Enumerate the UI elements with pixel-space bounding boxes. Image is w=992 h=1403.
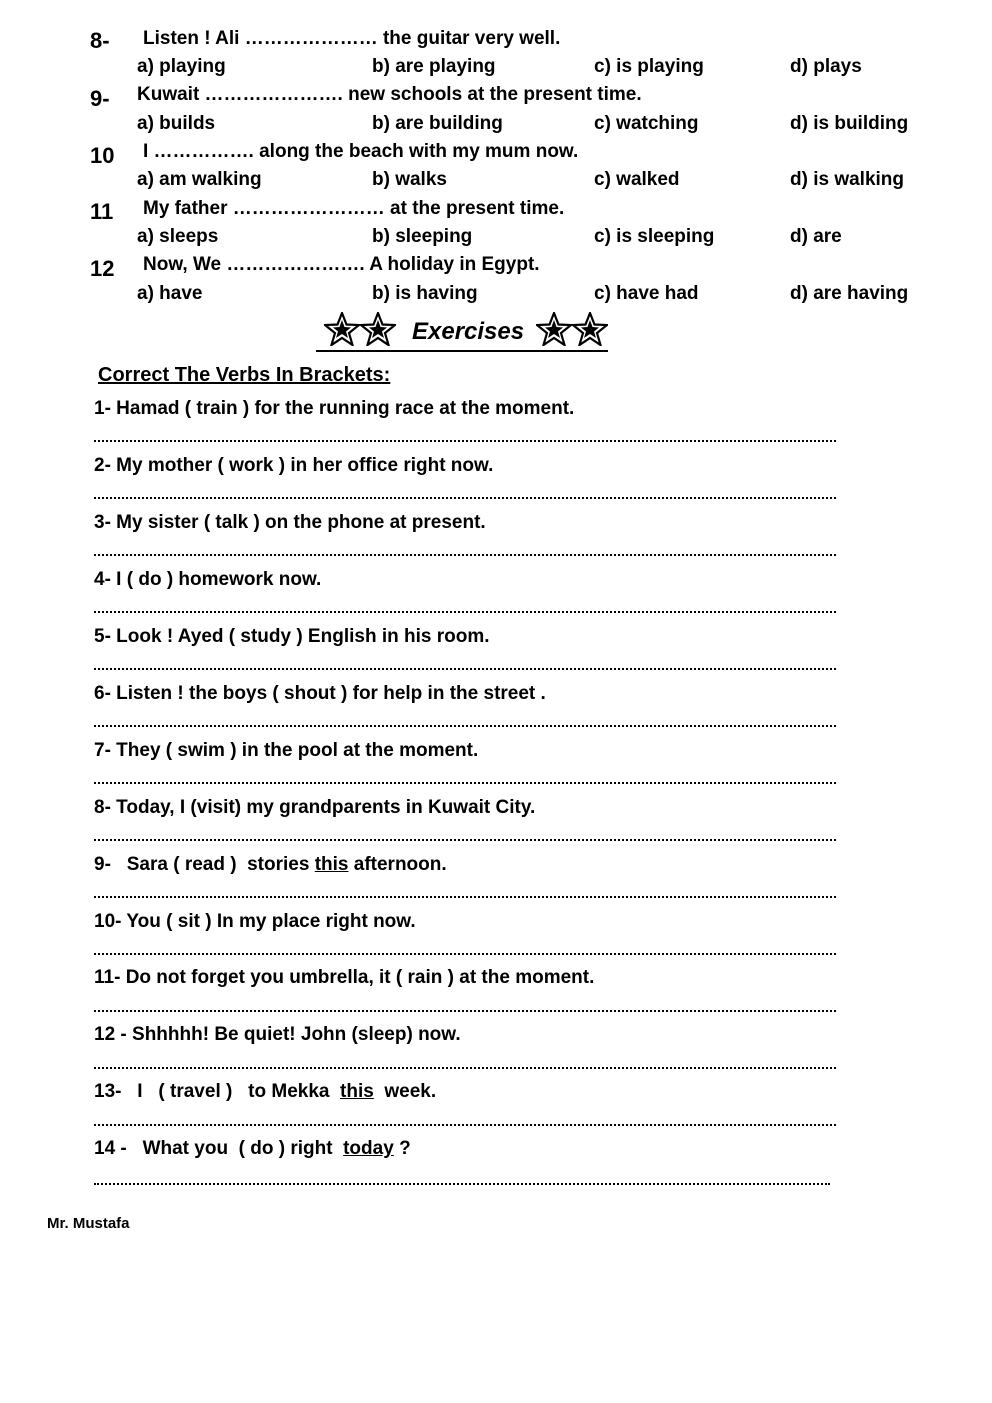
- exercise-sentence: 1- Hamad ( train ) for the running race at the moment.: [94, 398, 575, 419]
- exercise-sentence: [94, 1081, 436, 1103]
- question-text: Now, We …………………. A holiday in Egypt.: [143, 254, 540, 275]
- star-icon: [536, 312, 572, 346]
- exercise-sentence: 7- They ( swim ) in the pool at the moment.: [94, 740, 479, 761]
- answer-line[interactable]: [94, 896, 836, 898]
- exercise-sentence: 12 - Shhhhh! Be quiet! John (sleep) now.: [94, 1024, 461, 1045]
- sentence-end: week.: [373, 1081, 437, 1102]
- underlined-word: today: [343, 1138, 394, 1159]
- answer-line[interactable]: [94, 1183, 830, 1185]
- question-text: I ……………. along the beach with my mum now.: [143, 141, 579, 162]
- option-c: c) is sleeping: [594, 226, 715, 247]
- answer-line[interactable]: [94, 725, 836, 727]
- option-b: b) are building: [372, 113, 503, 134]
- question-text: Kuwait …………………. new schools at the present time.: [137, 84, 642, 105]
- sentence-start: 13- I ( travel ) to Mekka: [94, 1081, 341, 1102]
- answer-line[interactable]: [94, 953, 836, 955]
- option-b: b) sleeping: [372, 226, 473, 247]
- exercise-sentence: 2- My mother ( work ) in her office right now.: [94, 455, 494, 476]
- option-a: a) sleeps: [137, 226, 219, 247]
- answer-line[interactable]: [94, 1010, 836, 1012]
- exercises-title-text: Exercises: [412, 318, 525, 345]
- star-icon: [324, 312, 360, 346]
- sentence-end: ?: [393, 1138, 411, 1159]
- option-b: b) is having: [372, 283, 478, 304]
- star-icon: [572, 312, 608, 346]
- sentence-end: afternoon.: [348, 854, 447, 875]
- answer-line[interactable]: [94, 839, 836, 841]
- option-a: a) playing: [137, 56, 226, 77]
- underlined-word: this: [340, 1081, 374, 1102]
- answer-line[interactable]: [94, 1067, 836, 1069]
- question-number: 8-: [90, 28, 110, 53]
- answer-line[interactable]: [94, 611, 836, 613]
- answer-line[interactable]: [94, 440, 836, 442]
- option-a: a) am walking: [137, 169, 262, 190]
- star-icon: [360, 312, 396, 346]
- option-d: d) is building: [790, 113, 909, 134]
- option-a: a) builds: [137, 113, 216, 134]
- option-d: d) is walking: [790, 169, 905, 190]
- option-d: d) plays: [790, 56, 862, 77]
- exercise-sentence: 4- I ( do ) homework now.: [94, 569, 322, 590]
- option-a: a) have: [137, 283, 203, 304]
- underlined-word: this: [314, 854, 349, 875]
- exercise-sentence: 6- Listen ! the boys ( shout ) for help in the street .: [94, 683, 546, 704]
- exercise-sentence: [94, 854, 447, 876]
- exercise-sentence: 11- Do not forget you umbrella, it ( rain ) at the moment.: [94, 967, 595, 988]
- sentence-start: 14 - What you ( do ) right: [94, 1138, 344, 1159]
- question-number: 12: [90, 256, 115, 281]
- sentence-start: 9- Sara ( read ) stories: [94, 854, 315, 875]
- option-d: d) are having: [790, 283, 909, 304]
- question-number: 11: [90, 199, 114, 224]
- question-text: My father …………………… at the present time.: [143, 198, 565, 219]
- exercise-sentence: 3- My sister ( talk ) on the phone at present.: [94, 512, 486, 533]
- option-c: c) watching: [594, 113, 699, 134]
- author-name: Mr. Mustafa: [47, 1215, 130, 1232]
- answer-line[interactable]: [94, 497, 836, 499]
- option-c: c) walked: [594, 169, 680, 190]
- question-text: Listen ! Ali ………………… the guitar very well.: [143, 28, 561, 49]
- exercises-title: [316, 308, 608, 352]
- instruction-heading: Correct The Verbs In Brackets:: [98, 364, 391, 386]
- question-number: 10: [90, 143, 115, 168]
- option-b: b) are playing: [372, 56, 496, 77]
- option-d: d) are: [790, 226, 842, 247]
- exercise-sentence: 8- Today, I (visit) my grandparents in Kuwait City.: [94, 797, 536, 818]
- question-number: 9-: [90, 86, 110, 111]
- answer-line[interactable]: [94, 554, 836, 556]
- option-b: b) walks: [372, 169, 447, 190]
- exercise-sentence: 5- Look ! Ayed ( study ) English in his room.: [94, 626, 490, 647]
- exercise-sentence: [94, 1138, 411, 1160]
- answer-line[interactable]: [94, 1124, 836, 1126]
- answer-line[interactable]: [94, 668, 836, 670]
- answer-line[interactable]: [94, 782, 836, 784]
- option-c: c) have had: [594, 283, 699, 304]
- exercise-sentence: 10- You ( sit ) In my place right now.: [94, 911, 416, 932]
- option-c: c) is playing: [594, 56, 704, 77]
